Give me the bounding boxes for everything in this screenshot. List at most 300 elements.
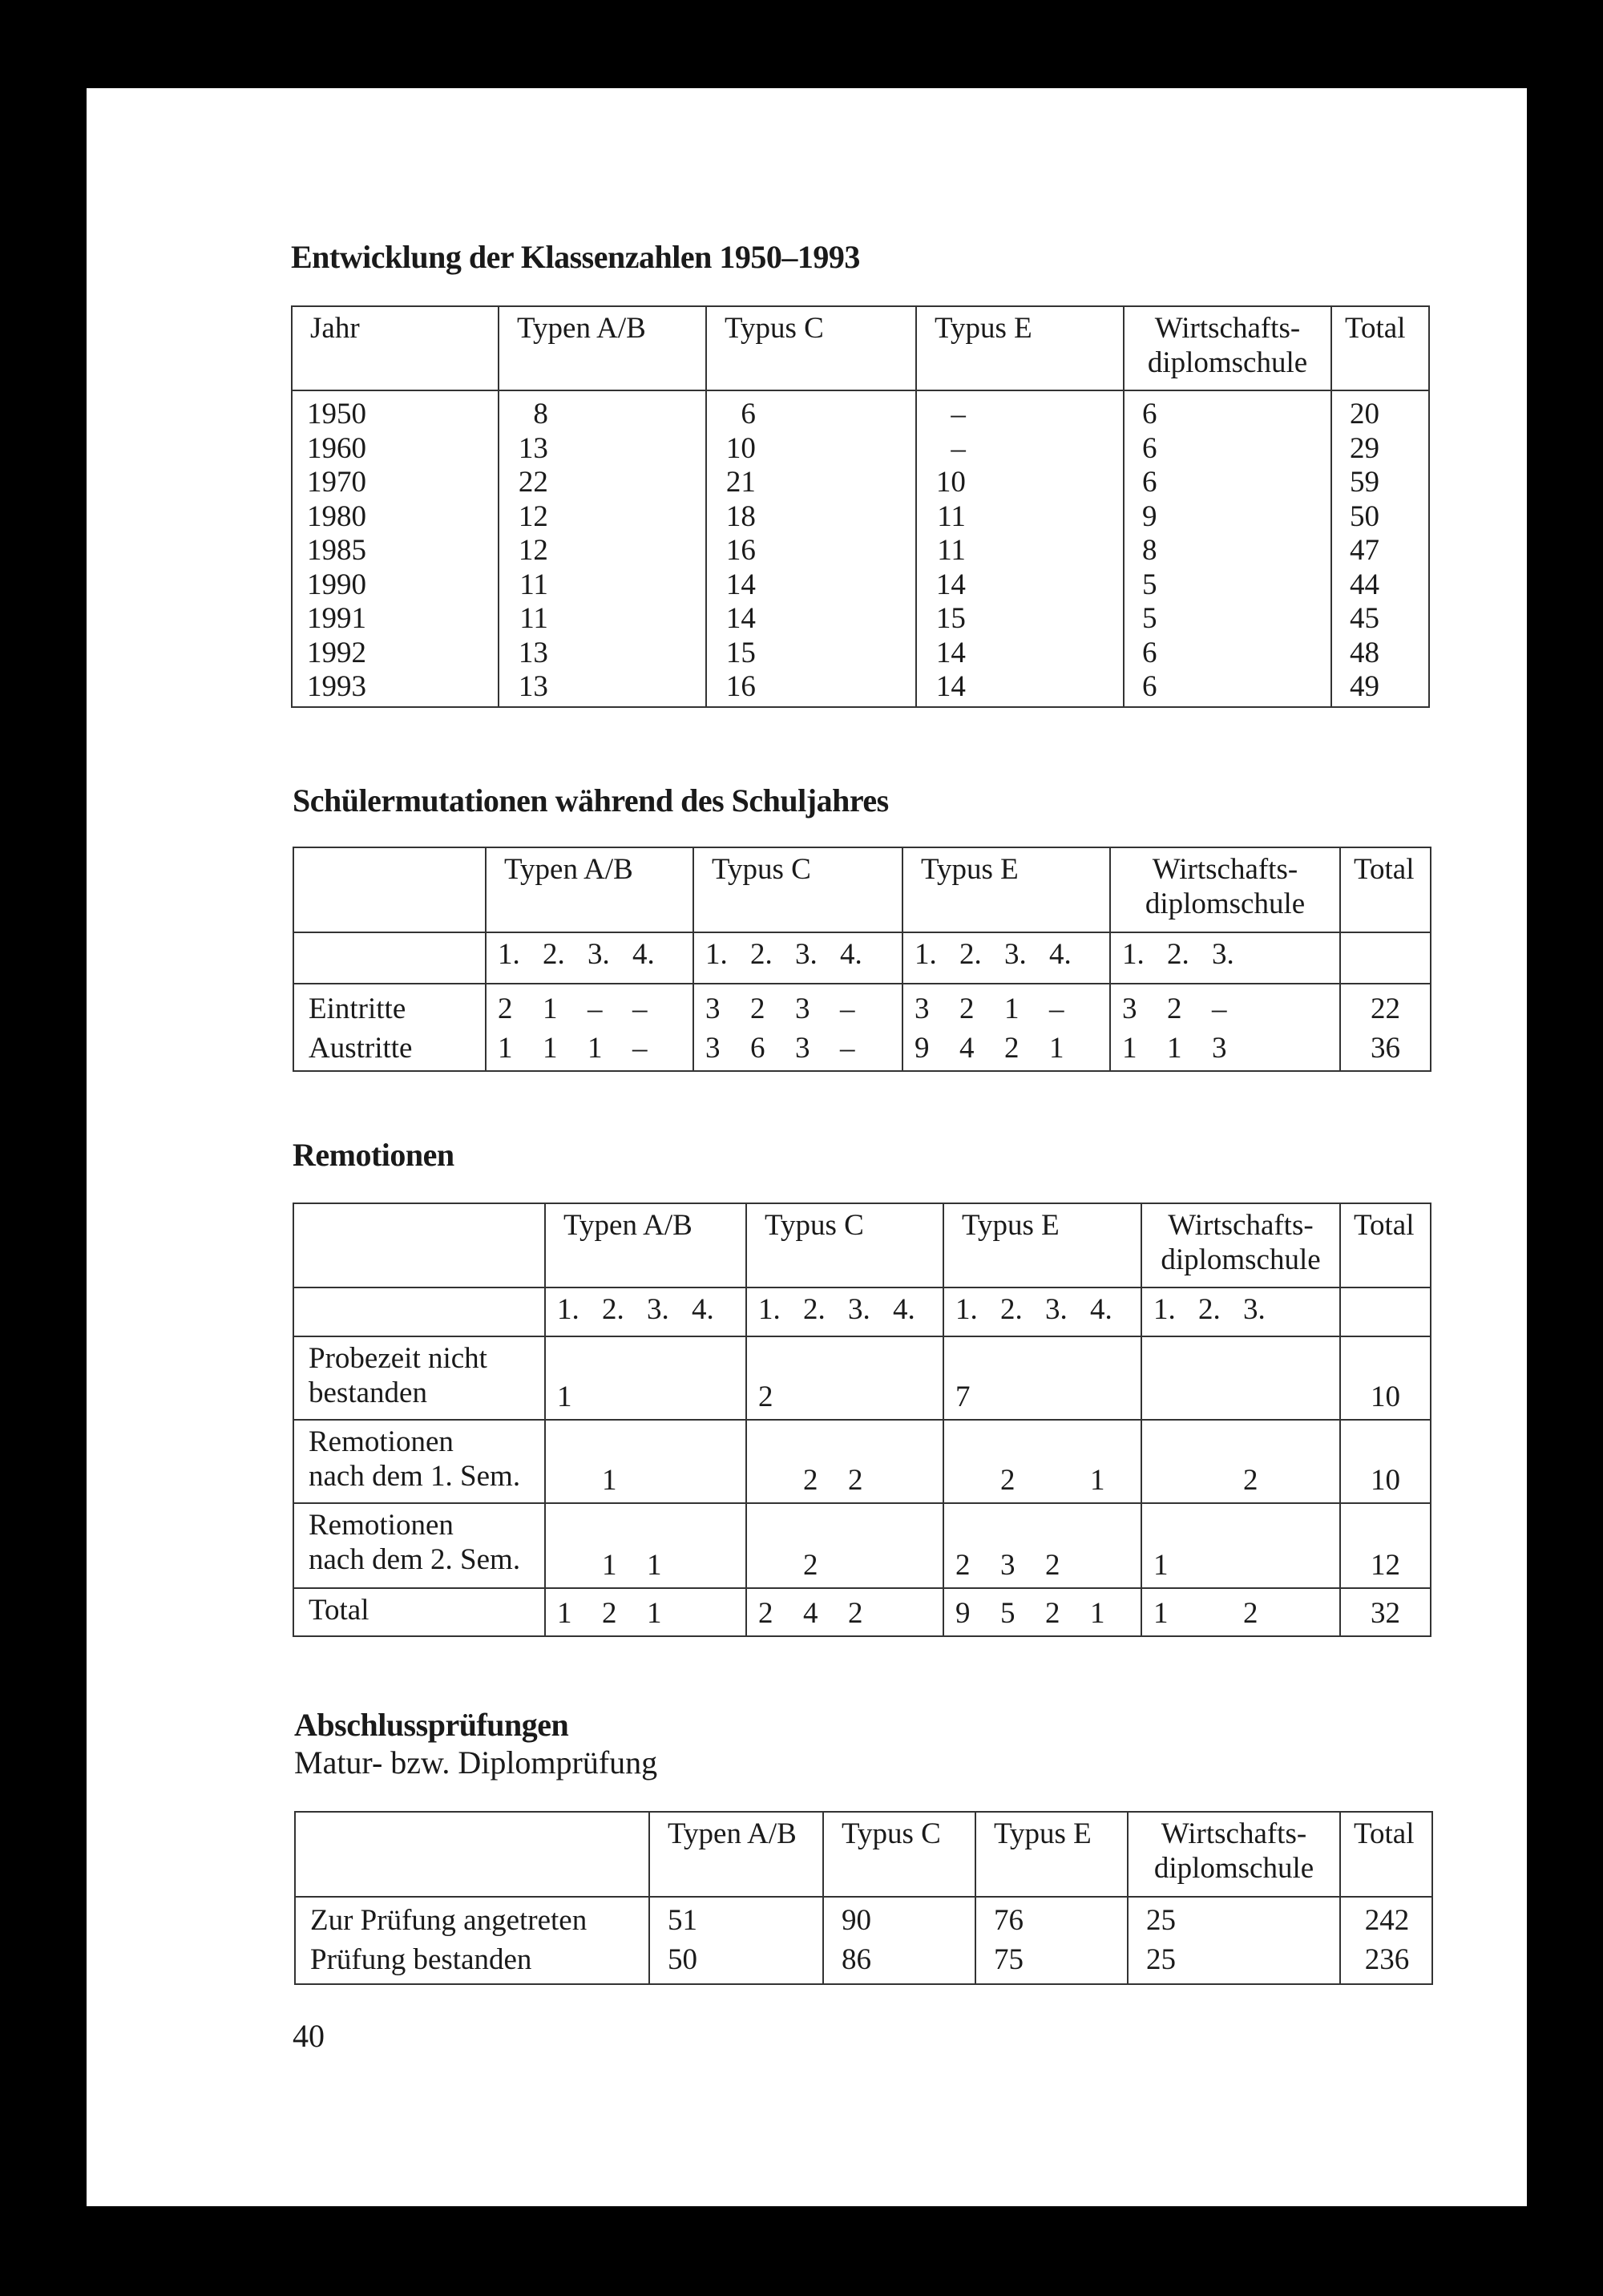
cell-value: 1970 [307,466,366,499]
row-label: Remotionen nach dem 2. Sem. [293,1503,545,1588]
row-label: Remotionen nach dem 1. Sem. [293,1420,545,1503]
cell-value: 6 [1142,636,1157,669]
cell-value: 45 [1350,602,1379,635]
value-group [545,1420,746,1503]
table-cell [292,670,499,707]
semester-label: 1. [915,938,937,971]
cell-value: 86 [842,1942,871,1976]
cell-value: 5 [1000,1596,1016,1630]
cell-value: 25 [1146,1942,1176,1976]
cell-value: 1 [647,1596,662,1630]
cell-value: 8 [1142,534,1157,567]
value-group [943,1503,1141,1588]
cell-value: 2 [955,1548,971,1582]
empty-cell [1340,1287,1431,1336]
cell-value: 13 [518,670,548,703]
cell-value: 1 [1004,992,1020,1025]
table-cell [975,1897,1128,1943]
table-cell [916,500,1124,535]
table-row [292,637,1429,671]
table-cell [1331,568,1429,603]
table-row [293,1032,1431,1072]
semester-label: 1. [1153,1293,1176,1326]
row-total [1340,1503,1431,1588]
column-header: Wirtschafts- diplomschule [1141,1203,1340,1287]
column-header: Wirtschafts- diplomschule [1128,1812,1340,1897]
table-cell [1124,602,1331,637]
table-cell [706,534,916,568]
table-cell [292,432,499,467]
cell-value: 25 [1146,1904,1176,1937]
cell-value: 2 [1004,1031,1020,1065]
table-cell [499,390,706,432]
cell-value: 76 [994,1904,1024,1937]
column-header [293,1203,545,1287]
row-label: Austritte [293,1032,486,1072]
cell-value: 44 [1350,568,1379,601]
cell-value: 8 [533,398,548,430]
cell-value: – [840,992,855,1025]
semester-label: 2. [543,938,565,971]
table-row [293,1588,1431,1636]
table-schuelermutationen [293,847,1431,1072]
table-cell [706,500,916,535]
column-header [293,847,486,932]
table-cell [499,670,706,707]
cell-value: 2 [1243,1596,1258,1630]
table-cell [1124,534,1331,568]
cell-value: 1993 [307,670,366,703]
value-group [1110,984,1340,1032]
cell-value: 6 [1142,431,1157,465]
table-cell [1128,1943,1340,1985]
semester-label: 1. [557,1293,579,1326]
value-group [746,1336,943,1420]
table-cell [1124,670,1331,707]
cell-value: 6 [1142,398,1157,430]
column-header: Typen A/B [649,1812,823,1897]
cell-value: 1960 [307,431,366,465]
value-group [486,1032,693,1072]
cell-value: – [1049,992,1064,1025]
table-cell [916,602,1124,637]
cell-value: 2 [758,1596,773,1630]
table-cell [916,637,1124,671]
row-total [1340,1336,1431,1420]
table-cell [292,637,499,671]
table-cell [292,534,499,568]
cell-value: 48 [1350,636,1379,669]
cell-value: 1990 [307,568,366,601]
table-cell [292,466,499,500]
cell-value: – [632,992,648,1025]
table-cell [292,602,499,637]
row-label: Probezeit nicht bestanden [293,1336,545,1420]
cell-value: 2 [1000,1463,1016,1497]
cell-value: 5 [1142,568,1157,601]
cell-value: 10 [935,466,966,499]
cell-value: 1950 [307,398,366,430]
section-title-klassenzahlen: Entwicklung der Klassenzahlen 1950–1993 [291,239,860,275]
cell-value: 1 [602,1463,617,1497]
table-cell [823,1943,975,1985]
cell-value: 1 [1167,1031,1182,1065]
column-header: Typen A/B [486,847,693,932]
cell-value: 90 [842,1904,871,1937]
table-abschlusspruefungen [294,1811,1433,1985]
table-row [295,1943,1432,1985]
cell-value: – [587,992,603,1025]
table-cell [1124,432,1331,467]
semester-label: 4. [692,1293,714,1326]
semester-label: 3. [587,938,610,971]
semester-group [943,1287,1141,1336]
value-group [693,1032,902,1072]
cell-value: 3 [1212,1031,1227,1065]
table-cell [292,500,499,535]
cell-value: 15 [935,602,966,635]
cell-value: – [632,1031,648,1065]
cell-value: 2 [803,1548,818,1582]
semester-label: 2. [750,938,773,971]
cell-value: 1 [602,1548,617,1582]
table-row [292,568,1429,603]
table-cell [1124,568,1331,603]
table-cell [499,602,706,637]
cell-value: 2 [848,1463,863,1497]
table-row [292,534,1429,568]
cell-value: 14 [935,636,966,669]
row-label: Total [293,1588,545,1636]
value-group [902,984,1110,1032]
cell-value: 75 [994,1942,1024,1976]
column-header: Typus C [706,306,916,390]
table-row [295,1897,1432,1943]
cell-value: 236 [1364,1942,1410,1976]
cell-value: 3 [1000,1548,1016,1582]
cell-value: 14 [935,670,966,703]
cell-value: 1991 [307,602,366,635]
cell-value: 242 [1364,1904,1410,1937]
table-cell [823,1897,975,1943]
cell-value: 10 [1371,1380,1400,1413]
table-row [292,390,1429,432]
table-cell [706,466,916,500]
cell-value: 1 [587,1031,603,1065]
cell-value: 3 [915,992,930,1025]
header-row [293,1203,1431,1287]
cell-value: Prüfung bestanden [310,1942,532,1976]
cell-value: 9 [1142,499,1157,533]
table-cell [706,390,916,432]
column-header: Wirtschafts- diplomschule [1124,306,1331,390]
cell-value: 2 [602,1596,617,1630]
table-row [292,466,1429,500]
cell-value: 1 [1049,1031,1064,1065]
column-header: Typen A/B [545,1203,746,1287]
cell-value: 1 [557,1596,572,1630]
cell-value: 16 [725,534,756,567]
table-cell [499,534,706,568]
table-cell [499,637,706,671]
cell-value: 2 [1167,992,1182,1025]
table-cell [1128,1897,1340,1943]
table-cell [706,637,916,671]
cell-value: 49 [1350,670,1379,703]
semester-group [1141,1287,1340,1336]
semester-label: 1. [1122,938,1145,971]
semester-label: 1. [705,938,728,971]
cell-value: 10 [725,431,756,465]
cell-value: 2 [1243,1463,1258,1497]
cell-value: 11 [519,568,548,601]
table-cell [1331,637,1429,671]
cell-value: 1 [1090,1463,1105,1497]
empty-cell [1340,932,1431,984]
table-klassenzahlen [291,305,1430,708]
value-group [746,1420,943,1503]
cell-value: 3 [1122,992,1137,1025]
table-cell [649,1897,823,1943]
cell-value: – [840,1031,855,1065]
column-header: Total [1331,306,1429,390]
column-header: Typus E [916,306,1124,390]
semester-label: 3. [795,938,818,971]
table-cell [975,1943,1128,1985]
value-group [943,1588,1141,1636]
table-cell [1331,670,1429,707]
cell-value: 3 [705,992,721,1025]
cell-value: 1 [1090,1596,1105,1630]
value-group [545,1336,746,1420]
semester-label: 3. [1045,1293,1068,1326]
cell-value: 15 [725,636,756,669]
table-cell [1331,432,1429,467]
table-cell [1331,602,1429,637]
cell-value: 1 [498,1031,513,1065]
cell-value: 21 [725,466,756,499]
table-cell [916,466,1124,500]
cell-value: 2 [758,1380,773,1413]
section-subtitle: Matur- bzw. Diplomprüfung [294,1744,658,1781]
cell-value: 32 [1371,1596,1400,1630]
value-group [545,1588,746,1636]
cell-value: 50 [668,1942,697,1976]
cell-value: Zur Prüfung angetreten [310,1904,587,1937]
cell-value: 1 [543,1031,558,1065]
semester-label: 2. [1167,938,1189,971]
table-cell [1124,500,1331,535]
table-cell [1124,466,1331,500]
semester-label: 1. [758,1293,781,1326]
semester-label: 4. [840,938,862,971]
table-cell [1331,390,1429,432]
table-row [293,1503,1431,1588]
cell-value: 2 [750,992,765,1025]
column-header: Typus C [746,1203,943,1287]
table-cell [706,432,916,467]
semester-group [545,1287,746,1336]
table-cell [706,670,916,707]
semester-label: 2. [1000,1293,1023,1326]
cell-value: 2 [803,1463,818,1497]
cell-value: 16 [725,670,756,703]
semester-row [293,1287,1431,1336]
column-header: Jahr [292,306,499,390]
column-header: Total [1340,1203,1431,1287]
semester-label: 2. [602,1293,624,1326]
semester-label: 1. [498,938,520,971]
semester-group [486,932,693,984]
semester-label: 3. [1243,1293,1266,1326]
value-group [693,984,902,1032]
cell-value: 22 [518,466,548,499]
table-row [293,1336,1431,1420]
cell-value: 1 [1122,1031,1137,1065]
cell-value: 6 [741,398,756,430]
semester-label: 2. [1198,1293,1221,1326]
row-total [1340,1588,1431,1636]
header-row [292,306,1429,390]
cell-value: 2 [1045,1596,1060,1630]
value-group [486,984,693,1032]
column-header: Typen A/B [499,306,706,390]
cell-value: 29 [1350,431,1379,465]
header-row [293,847,1431,932]
column-header: Typus E [902,847,1110,932]
header-row [295,1812,1432,1897]
table-cell [295,1943,649,1985]
column-header: Typus C [823,1812,975,1897]
cell-value: 3 [795,1031,810,1065]
value-group [746,1588,943,1636]
section-title-abschlusspruefungen: Abschlussprüfungen [294,1707,569,1743]
value-group [1141,1420,1340,1503]
cell-value: 11 [519,602,548,635]
cell-value: 11 [937,499,966,533]
semester-label: 3. [848,1293,870,1326]
column-header: Total [1340,1812,1432,1897]
table-cell [499,568,706,603]
row-total [1340,984,1431,1032]
table-cell [1340,1943,1432,1985]
cell-value: 59 [1350,466,1379,499]
table-cell [706,568,916,603]
column-header: Total [1340,847,1431,932]
table-cell [916,432,1124,467]
column-header: Wirtschafts- diplomschule [1110,847,1340,932]
cell-value: 2 [498,992,513,1025]
table-cell [1124,390,1331,432]
cell-value: 10 [1371,1463,1400,1497]
cell-value: 4 [803,1596,818,1630]
cell-value: 3 [705,1031,721,1065]
table-cell [649,1943,823,1985]
semester-label: 2. [803,1293,826,1326]
semester-label: 2. [959,938,982,971]
table-cell [1331,500,1429,535]
semester-label: 3. [1212,938,1234,971]
table-cell [706,602,916,637]
semester-group [693,932,902,984]
table-cell [499,466,706,500]
cell-value: 5 [1142,602,1157,635]
column-header: Typus E [975,1812,1128,1897]
table-remotionen [293,1203,1431,1637]
column-header: Typus C [693,847,902,932]
cell-value: 1 [647,1548,662,1582]
cell-value: 51 [668,1904,697,1937]
row-total [1340,1032,1431,1072]
cell-value: 2 [848,1596,863,1630]
cell-value: 11 [937,534,966,567]
cell-value: 1992 [307,636,366,669]
value-group [902,1032,1110,1072]
cell-value: 13 [518,636,548,669]
cell-value: 1980 [307,499,366,533]
cell-value: 12 [1371,1548,1400,1582]
table-cell [916,568,1124,603]
cell-value: 12 [518,499,548,533]
cell-value: 1 [543,992,558,1025]
table-cell [1124,637,1331,671]
semester-label: 3. [647,1293,669,1326]
semester-label: 4. [1049,938,1072,971]
semester-group [746,1287,943,1336]
value-group [545,1503,746,1588]
cell-value: 9 [955,1596,971,1630]
cell-value: 3 [795,992,810,1025]
table-cell [1331,534,1429,568]
empty-cell [293,1287,545,1336]
cell-value: 14 [725,568,756,601]
table-row [293,984,1431,1032]
cell-value: 50 [1350,499,1379,533]
value-group [1141,1336,1340,1420]
value-group [1110,1032,1340,1072]
cell-value: 1 [1153,1548,1169,1582]
value-group [1141,1503,1340,1588]
cell-value: 12 [518,534,548,567]
cell-value: 14 [725,602,756,635]
cell-value: – [951,398,966,430]
value-group [746,1503,943,1588]
cell-value: 7 [955,1380,971,1413]
table-row [292,602,1429,637]
table-cell [916,670,1124,707]
cell-value: 20 [1350,398,1379,430]
semester-group [1110,932,1340,984]
cell-value: 2 [959,992,975,1025]
table-row [292,432,1429,467]
cell-value: 13 [518,431,548,465]
cell-value: 14 [935,568,966,601]
cell-value: 6 [750,1031,765,1065]
table-cell [295,1897,649,1943]
cell-value: 6 [1142,466,1157,499]
value-group [1141,1588,1340,1636]
semester-label: 4. [893,1293,915,1326]
cell-value: 36 [1371,1031,1400,1065]
column-header: Typus E [943,1203,1141,1287]
column-header [295,1812,649,1897]
semester-label: 3. [1004,938,1027,971]
section-title-remotionen: Remotionen [293,1137,454,1173]
table-cell [499,432,706,467]
cell-value: 22 [1371,992,1400,1025]
semester-label: 4. [632,938,655,971]
table-cell [916,390,1124,432]
